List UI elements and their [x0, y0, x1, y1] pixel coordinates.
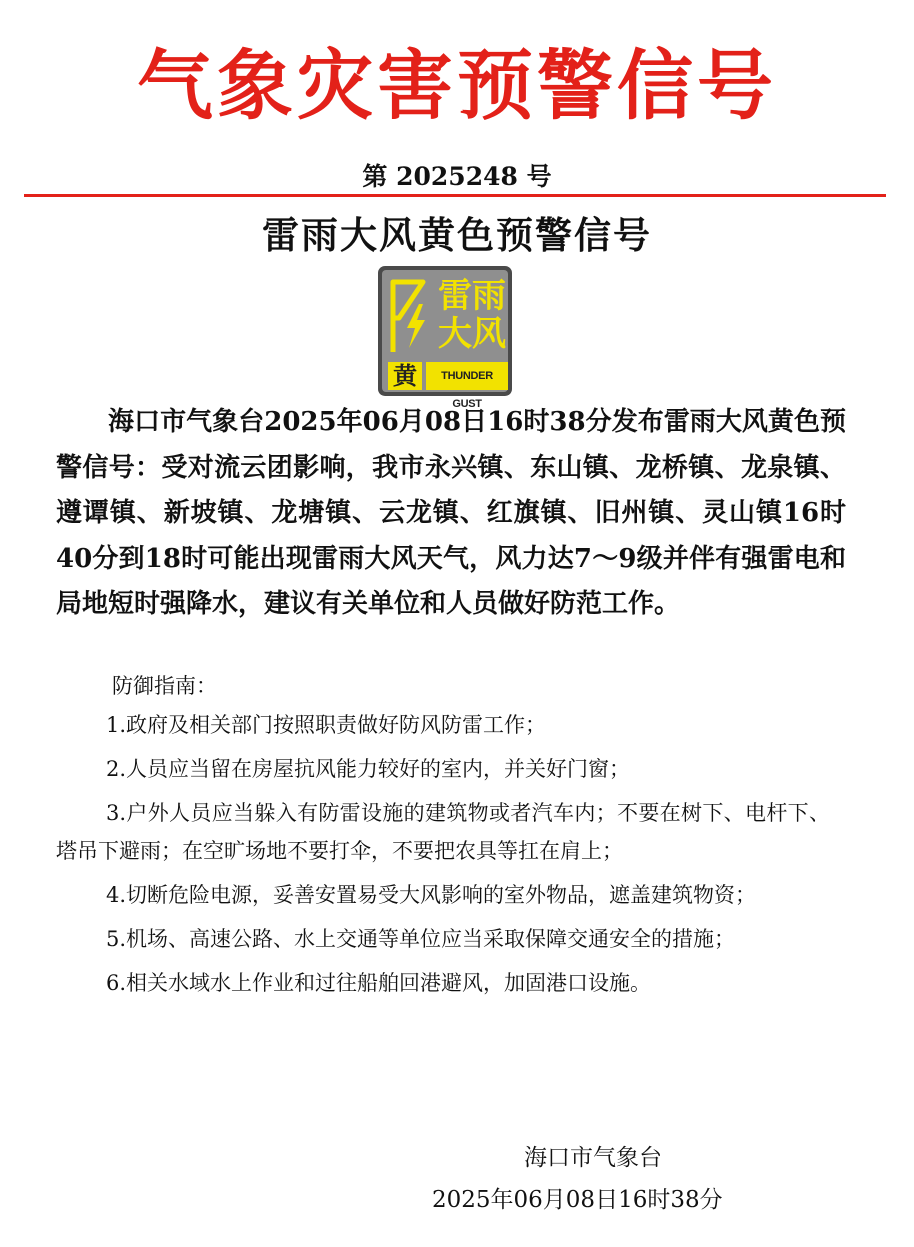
- badge-label-line2: 大风: [438, 314, 506, 354]
- signoff-organization: 海口市气象台: [524, 1145, 662, 1171]
- signal-title: 雷雨大风黄色预警信号: [262, 214, 652, 257]
- guide-item: 4.切断危险电源，妥善安置易受大风影响的室外物品，遮盖建筑物资；: [106, 883, 757, 907]
- badge-level: 黄: [388, 362, 422, 390]
- guide-item: 2.人员应当留在房屋抗风能力较好的室内，并关好门窗；: [106, 757, 631, 781]
- warning-paragraph: 海口市气象台2025年06月08日16时38分发布雷雨大风黄色预警信号：受对流云团影响，我市永兴镇、东山镇、龙桥镇、龙泉镇、遵谭镇、新坡镇、龙塘镇、云龙镇、红旗镇、旧州镇、灵山镇16时40分到18时可能出现雷雨大风天气，风力达7～9级并伴有强雷电和局地短时强降水，建议有关单位和人员做好防范工作。: [56, 407, 846, 619]
- badge-label-line1: 雷雨: [438, 276, 506, 316]
- issue-number: 第 2025248 号: [362, 162, 552, 191]
- signoff-datetime: 2025年06月08日16时38分: [432, 1187, 723, 1213]
- guide-item: 6.相关水域水上作业和过往船舶回港避风，加固港口设施。: [106, 971, 652, 995]
- guide-list: [56, 706, 830, 1008]
- thunder-gust-icon: [389, 278, 431, 356]
- guide-heading: 防御指南：: [112, 674, 217, 698]
- wind-flag-mark: [393, 282, 423, 352]
- guide-item: 1.政府及相关部门按照职责做好防风防雷工作；: [106, 713, 547, 737]
- guide-item: 5.机场、高速公路、水上交通等单位应当采取保障交通安全的措施；: [106, 927, 736, 951]
- thunder-gust-yellow-badge: [378, 266, 512, 410]
- lightning-bolt-mark: [407, 304, 425, 348]
- header-divider: [24, 194, 886, 197]
- badge-english-label: THUNDER GUST: [426, 362, 508, 390]
- guide-item: 3.户外人员应当躲入有防雷设施的建筑物或者汽车内；不要在树下、电杆下、塔吊下避雨；在空旷场地不要打伞，不要把农具等扛在肩上；: [56, 801, 830, 863]
- badge-panel: [382, 270, 508, 410]
- document-header-title: 气象灾害预警信号: [137, 41, 777, 130]
